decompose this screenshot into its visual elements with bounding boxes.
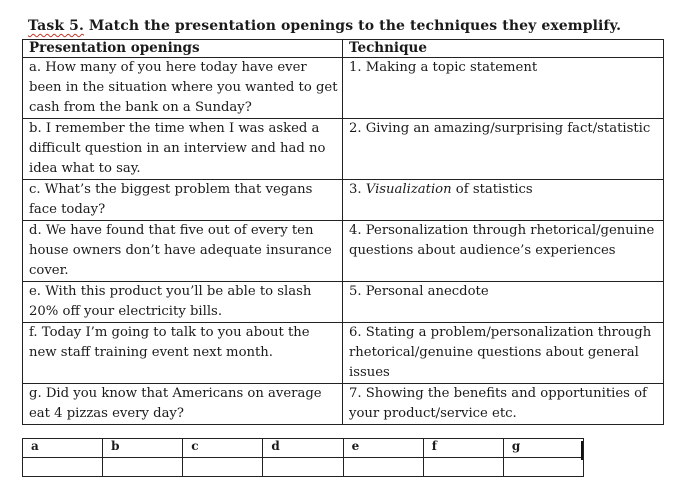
technique-3-suffix: of statistics xyxy=(451,182,533,197)
technique-3 xyxy=(343,180,664,221)
answer-cell-c[interactable] xyxy=(183,458,263,477)
technique-6: 6. Stating a problem/personalization through rhetorical/genuine questions about general issues xyxy=(343,323,664,384)
technique-1: 1. Making a topic statement xyxy=(343,58,664,119)
technique-2: 2. Giving an amazing/surprising fact/statistic xyxy=(343,119,664,180)
table-row xyxy=(23,58,664,119)
opening-g: g. Did you know that Americans on average eat 4 pizzas every day? xyxy=(23,384,343,425)
task-title xyxy=(28,18,621,34)
answer-cell-d[interactable] xyxy=(263,458,343,477)
task-instruction: Match the presentation openings to the techniques they exemplify. xyxy=(83,18,622,34)
answer-letter-d: d xyxy=(263,439,343,458)
table-row xyxy=(23,323,664,384)
opening-a: a. How many of you here today have ever been in the situation where you wanted to get cash from the bank on a Sunday? xyxy=(23,58,343,119)
table-row xyxy=(23,221,664,282)
answer-cell-f[interactable] xyxy=(423,458,503,477)
technique-3-italic: Visualization xyxy=(365,182,452,197)
technique-5: 5. Personal anecdote xyxy=(343,282,664,323)
technique-3-prefix: 3. xyxy=(349,182,366,197)
answer-cell-a[interactable] xyxy=(23,458,103,477)
answer-cell-g[interactable] xyxy=(503,458,583,477)
opening-f: f. Today I’m going to talk to you about the new staff training event next month. xyxy=(23,323,343,384)
matching-table xyxy=(22,39,664,425)
answer-letter-f: f xyxy=(423,439,503,458)
table-row xyxy=(23,384,664,425)
answer-letter-c: c xyxy=(183,439,263,458)
opening-b: b. I remember the time when I was asked a difficult question in an interview and had no idea what to say. xyxy=(23,119,343,180)
answer-letter-e: e xyxy=(343,439,423,458)
task-label: Task 5. xyxy=(28,18,84,34)
technique-7: 7. Showing the benefits and opportunities of your product/service etc. xyxy=(343,384,664,425)
table-row xyxy=(23,180,664,221)
opening-d: d. We have found that five out of every ten house owners don’t have adequate insurance cover. xyxy=(23,221,343,282)
answer-grid xyxy=(22,438,584,477)
answer-input-row xyxy=(23,458,584,477)
text-cursor xyxy=(581,441,583,460)
opening-c: c. What’s the biggest problem that vegans face today? xyxy=(23,180,343,221)
opening-e: e. With this product you’ll be able to slash 20% off your electricity bills. xyxy=(23,282,343,323)
header-row xyxy=(23,40,664,58)
answer-letter-a: a xyxy=(23,439,103,458)
answer-letter-row xyxy=(23,439,584,458)
technique-4: 4. Personalization through rhetorical/genuine questions about audience’s experiences xyxy=(343,221,664,282)
table-row xyxy=(23,119,664,180)
header-technique: Technique xyxy=(343,40,664,58)
answer-letter-g: g xyxy=(503,439,583,458)
table-row xyxy=(23,282,664,323)
answer-letter-b: b xyxy=(103,439,183,458)
answer-cell-b[interactable] xyxy=(103,458,183,477)
answer-cell-e[interactable] xyxy=(343,458,423,477)
header-openings: Presentation openings xyxy=(23,40,343,58)
